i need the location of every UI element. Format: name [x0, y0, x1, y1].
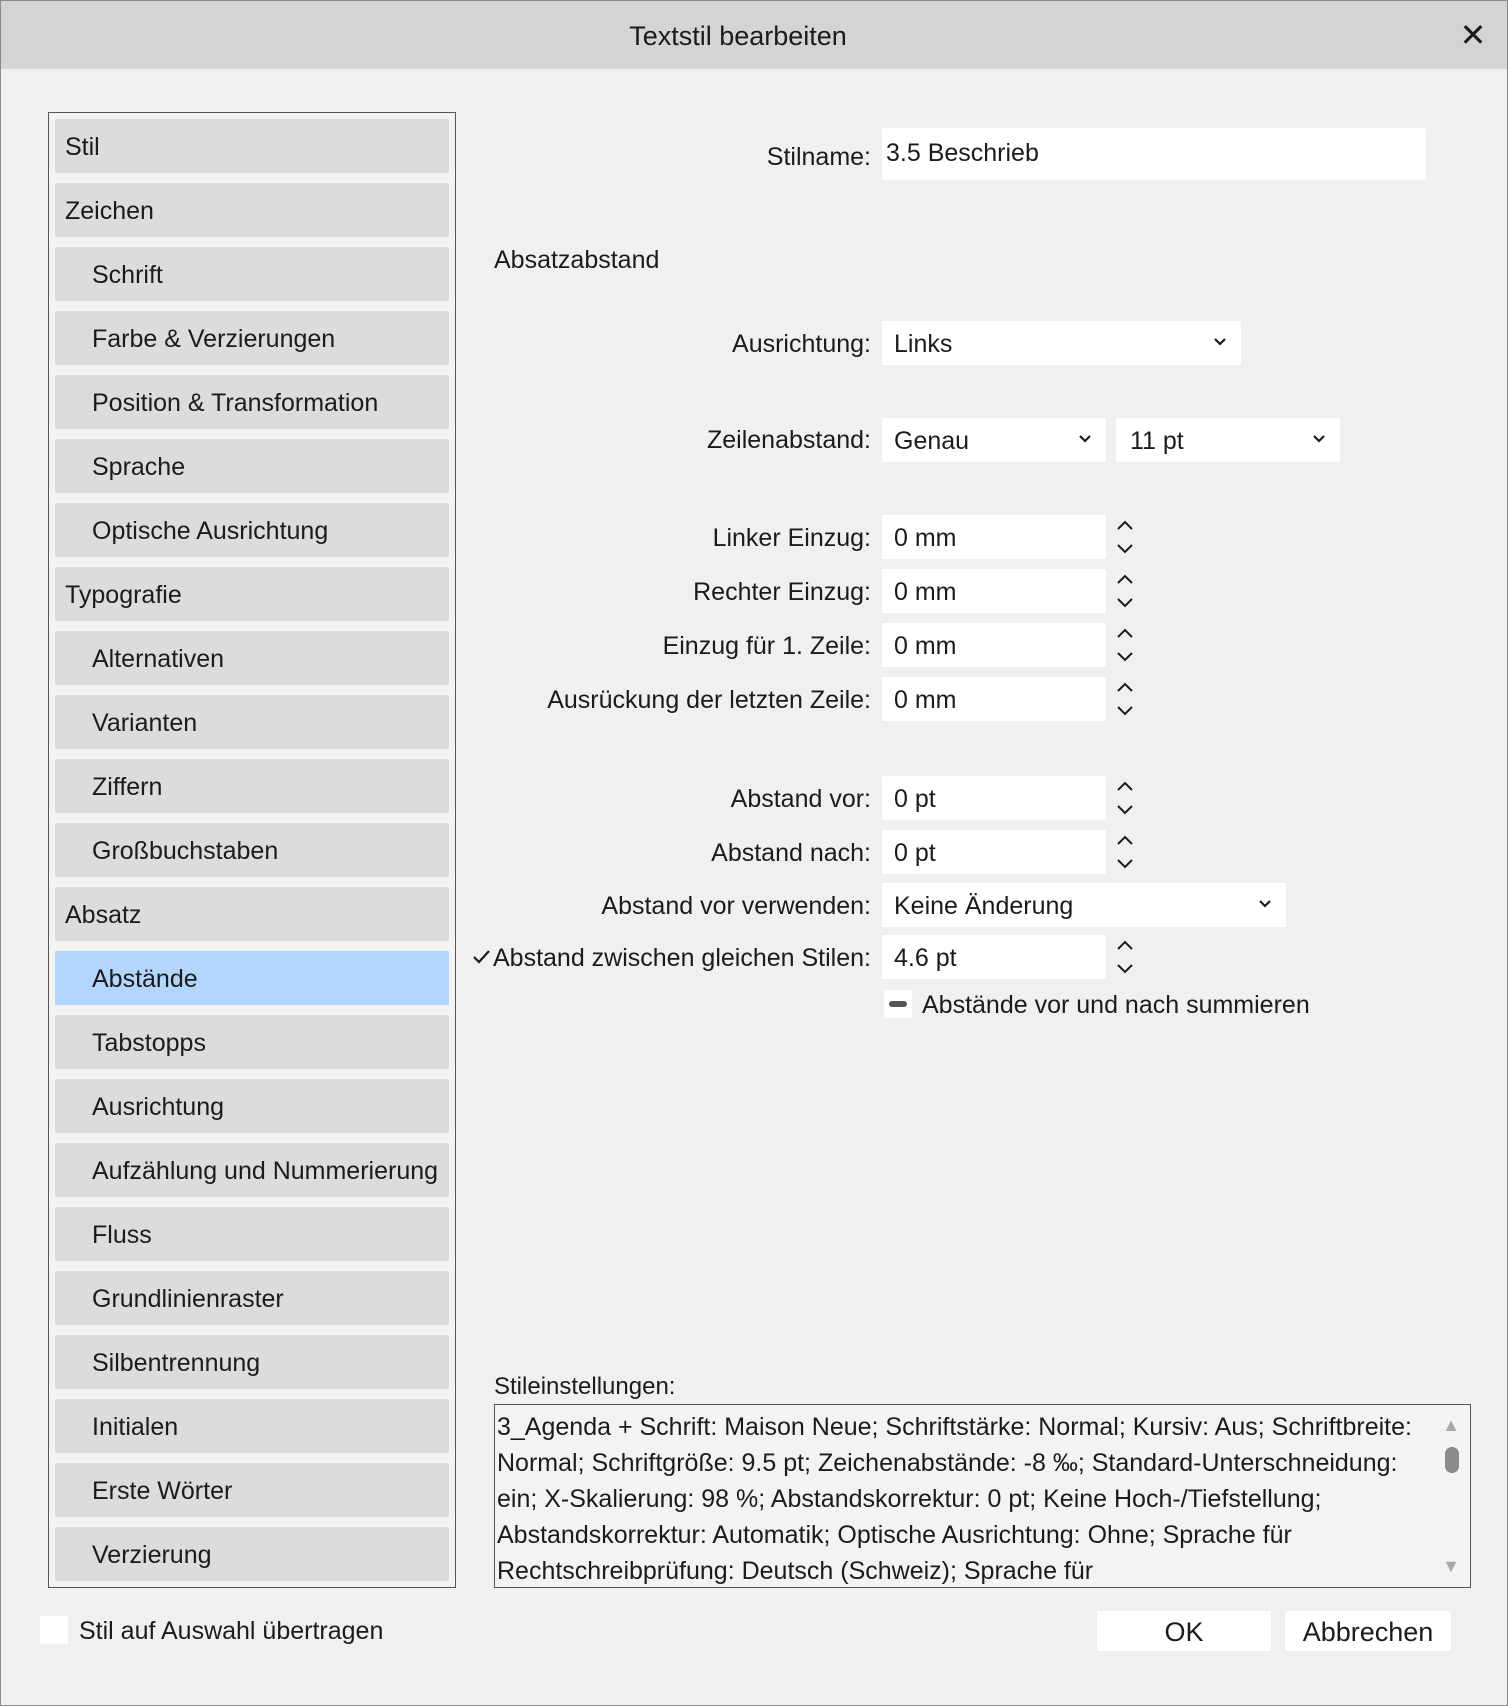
sidebar-item-stil[interactable]: Stil [55, 119, 449, 173]
ausrichtung-dropdown[interactable] [882, 321, 1241, 365]
einzug-erste-zeile-stepper-icon[interactable] [1114, 623, 1136, 667]
sidebar-item-initialen[interactable]: Initialen [55, 1399, 449, 1453]
zeilenabstand-mode-dropdown[interactable] [882, 418, 1106, 462]
chevron-down-icon [1312, 432, 1326, 446]
sidebar-item-alternativen[interactable]: Alternativen [55, 631, 449, 685]
abstand-vor-verwenden-value: Keine Änderung [894, 892, 1074, 920]
sidebar-item-grossbuchstaben[interactable]: Großbuchstaben [55, 823, 449, 877]
ausrueckung-stepper-icon[interactable] [1114, 677, 1136, 721]
rechter-einzug-label: Rechter Einzug: [693, 578, 871, 606]
sidebar-item-absatz[interactable]: Absatz [55, 887, 449, 941]
ausrueckung-input[interactable]: 0 mm [882, 677, 1106, 721]
sidebar-item-position-und-transformation[interactable]: Position & Transformation [55, 375, 449, 429]
stilname-input[interactable]: 3.5 Beschrieb [882, 128, 1426, 180]
summieren-label: Abstände vor und nach summieren [922, 991, 1310, 1019]
ausrichtung-value: Links [894, 330, 953, 358]
sidebar-item-ziffern[interactable]: Ziffern [55, 759, 449, 813]
sidebar-item-silbentrennung[interactable]: Silbentrennung [55, 1335, 449, 1389]
sidebar-item-farbe-und-verzierungen[interactable]: Farbe & Verzierungen [55, 311, 449, 365]
abstand-vor-input[interactable]: 0 pt [882, 776, 1106, 820]
sidebar-item-schrift[interactable]: Schrift [55, 247, 449, 301]
indeterminate-dash-icon [884, 990, 912, 1018]
stilname-label: Stilname: [766, 143, 871, 171]
close-icon[interactable]: ✕ [1459, 17, 1487, 53]
sidebar-item-optische-ausrichtung[interactable]: Optische Ausrichtung [55, 503, 449, 557]
linker-einzug-label: Linker Einzug: [712, 524, 871, 552]
einzug-erste-zeile-input[interactable]: 0 mm [882, 623, 1106, 667]
styles-label: Stileinstellungen: [494, 1373, 676, 1400]
abstand-vor-stepper-icon[interactable] [1114, 776, 1136, 820]
scrollbar-thumb[interactable] [1445, 1447, 1459, 1473]
scroll-down-icon[interactable]: ▼ [1442, 1556, 1460, 1576]
sidebar-item-fluss[interactable]: Fluss [55, 1207, 449, 1261]
apply-checkbox[interactable] [40, 1616, 68, 1644]
chevron-down-icon [1258, 897, 1272, 911]
sidebar-item-zeichen[interactable]: Zeichen [55, 183, 449, 237]
rechter-einzug-stepper-icon[interactable] [1114, 569, 1136, 613]
zeilenabstand-value-dropdown[interactable] [1116, 418, 1340, 462]
sidebar-item-aufzaehlung-und-nummerierung[interactable]: Aufzählung und Nummerierung [55, 1143, 449, 1197]
sidebar-item-typografie[interactable]: Typografie [55, 567, 449, 621]
category-list [48, 112, 456, 1588]
abstand-vor-verwenden-dropdown[interactable] [882, 883, 1286, 927]
gleiche-stile-checkbox[interactable] [468, 943, 496, 971]
gleiche-stile-input[interactable]: 4.6 pt [882, 935, 1106, 979]
einzug-erste-zeile-label: Einzug für 1. Zeile: [662, 632, 871, 660]
abstand-vor-verwenden-label: Abstand vor verwenden: [601, 892, 871, 920]
linker-einzug-stepper-icon[interactable] [1114, 515, 1136, 559]
linker-einzug-input[interactable]: 0 mm [882, 515, 1106, 559]
ok-button[interactable]: OK [1097, 1611, 1271, 1651]
sidebar-item-varianten[interactable]: Varianten [55, 695, 449, 749]
chevron-down-icon [1078, 432, 1092, 446]
ausrichtung-label: Ausrichtung: [732, 330, 871, 358]
abstand-nach-input[interactable]: 0 pt [882, 830, 1106, 874]
gleiche-stile-label: Abstand zwischen gleichen Stilen: [492, 944, 871, 972]
abstand-nach-label: Abstand nach: [711, 839, 871, 867]
sidebar-item-abstaende[interactable]: Abstände [55, 951, 449, 1005]
summieren-checkbox[interactable] [884, 990, 912, 1018]
abstand-nach-stepper-icon[interactable] [1114, 830, 1136, 874]
sidebar-item-erste-woerter[interactable]: Erste Wörter [55, 1463, 449, 1517]
sidebar-item-grundlinienraster[interactable]: Grundlinienraster [55, 1271, 449, 1325]
zeilenabstand-value: 11 pt [1130, 427, 1184, 455]
section-title: Absatzabstand [494, 246, 660, 274]
sidebar-item-verzierung[interactable]: Verzierung [55, 1527, 449, 1581]
zeilenabstand-mode-value: Genau [894, 427, 970, 455]
rechter-einzug-input[interactable]: 0 mm [882, 569, 1106, 613]
gleiche-stile-stepper-icon[interactable] [1114, 935, 1136, 979]
cancel-button[interactable]: Abbrechen [1285, 1611, 1451, 1651]
sidebar-item-ausrichtung[interactable]: Ausrichtung [55, 1079, 449, 1133]
apply-label: Stil auf Auswahl übertragen [79, 1617, 384, 1645]
sidebar-item-tabstopps[interactable]: Tabstopps [55, 1015, 449, 1069]
sidebar-item-sprache[interactable]: Sprache [55, 439, 449, 493]
scroll-up-icon[interactable]: ▲ [1442, 1415, 1460, 1435]
checkmark-icon [468, 943, 496, 971]
zeilenabstand-label: Zeilenabstand: [706, 426, 871, 454]
abstand-vor-label: Abstand vor: [730, 785, 871, 813]
styles-summary-text: 3_Agenda + Schrift: Maison Neue; Schriftstärke: Normal; Kursiv: Aus; Schriftbreite: Normal; Schriftgröße: 9.5 pt; Zeichenabstände: -8 ‰; Standard-Unterschneidung: ein; X-Skalierung: 98 %; Abstandskorrektur: 0 pt; Keine Hoch-/Tiefstellung; Abstandskorrektur: Automatik; Optische Ausrichtung: Ohne; Sprache für Rechtschreibprüfung: Deutsch (Schweiz); Sprache für [497, 1413, 1412, 1585]
chevron-down-icon [1213, 335, 1227, 349]
dialog-title: Textstil bearbeiten [629, 21, 847, 51]
styles-summary-box[interactable] [494, 1404, 1471, 1588]
title-bar [1, 1, 1507, 69]
ausrueckung-label: Ausrückung der letzten Zeile: [547, 686, 871, 714]
